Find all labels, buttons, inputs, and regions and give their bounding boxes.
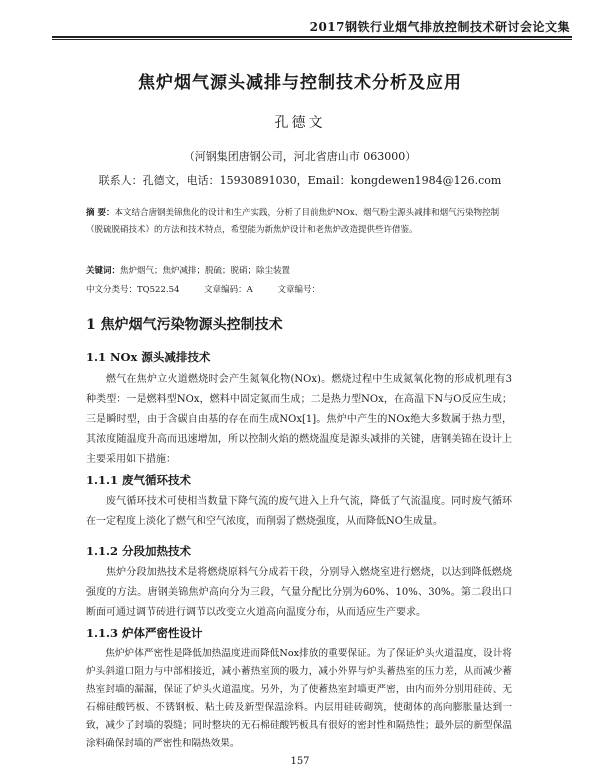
section-1-heading: 1 焦炉烟气污染物源头控制技术 [86,317,283,333]
header-rule [52,36,572,38]
keywords [86,264,512,276]
page-number: 157 [290,756,310,767]
abstract [86,205,512,239]
section-1-1-paragraph: 燃气在焦炉立火道燃烧时会产生氮氧化物(NOx)。燃烧过程中生成氮氧化物的形成机理有3种类型：一是燃料型NOx，燃料中固定氮而生成；二是热力型NOx，在高温下N与O反应生成；三是瞬时型，由于含碳自由基的存在而生成NOx[1]。焦炉中产生的NOx绝大多数属于热力型，其浓度随温度升高而迅速增加，所以控制火焰的燃烧温度是源头减排的关键，唐钢美锦在设计上主要采用如下措施： [86,374,512,465]
section-1-1-heading: 1.1 NOx 源头减排技术 [86,350,211,364]
section-1-1-3-paragraph: 焦炉炉体严密性是降低加热温度进而降低Nox排放的重要保证。为了保证炉头火道温度，设计将炉头斜道口阻力与中部相接近，减小蓄热室顶的吸力，减小外界与炉头蓄热室的压力差，从而减少蓄热室封墙的漏漏，保证了炉头火道温度。另外，为了使蓄热室封墙更严密，由内而外分别用硅砖、无石棉硅酸钙板、不锈钢板、粘土砖及新型保温涂料。内层用硅砖砌筑，使砌体的高向膨胀量达到一致，减少了封墙的裂缝；同时整块的无石棉硅酸钙板具有很好的密封性和隔热性；最外层的新型保温涂料确保封墙的严密性和隔热效果。 [86,648,512,749]
contact-info: 联系人：孔德文，电话：15930891030，Email：kongdewen1984@126.com [98,174,502,187]
abstract-text: 本文结合唐钢美锦焦化的设计和生产实践，分析了目前焦炉NOx、烟气粉尘源头减排和烟气污染物控制（脱硫脱硝技术）的方法和技术特点，希望能为新焦炉设计和老焦炉改造提供些许借鉴。 [86,208,500,235]
paper-title: 焦炉烟气源头减排与控制技术分析及应用 [138,73,462,93]
header-rule-thin [52,39,572,40]
section-1-1-1-paragraph: 废气循环技术可使相当数量下降气流的废气进入上升气流，降低了气流温度。同时废气循环在一定程度上淡化了燃气和空气浓度，而削弱了燃烧强度，从而降低NO生成量。 [86,496,512,527]
keywords-label: 关键词： [86,266,121,276]
section-1-1-2-heading: 1.1.2 分段加热技术 [86,544,192,558]
affiliation: （河钢集团唐钢公司，河北省唐山市 063000） [183,150,417,163]
section-1-1-1-heading: 1.1.1 废气循环技术 [86,473,192,487]
classification-line [86,283,512,295]
clc-number: 中文分类号：TQ522.54 [86,285,180,295]
section-1-1-2-paragraph: 焦炉分段加热技术是将燃烧原料气分成若干段，分别导入燃烧室进行燃烧，以达到降低燃烧强度的方法。唐钢美锦焦炉高向分为三段，气量分配比分别为60%、10%、30%。第二段出口断面可通过调节砖进行调节以改变立火道高向温度分布，从而适应生产要求。 [86,567,512,618]
keywords-text: 焦炉烟气；焦炉减排；脱硫；脱硝；除尘装置 [120,266,291,276]
section-1-1-3-heading: 1.1.3 炉体严密性设计 [86,626,203,640]
author-name: 孔德文 [274,115,326,131]
article-number: 文章编号： [277,285,320,295]
abstract-label: 摘 要： [86,208,115,218]
running-head: 2017钢铁行业烟气排放控制技术研讨会论文集 [309,20,570,34]
document-code: 文章编码：A [204,285,253,295]
